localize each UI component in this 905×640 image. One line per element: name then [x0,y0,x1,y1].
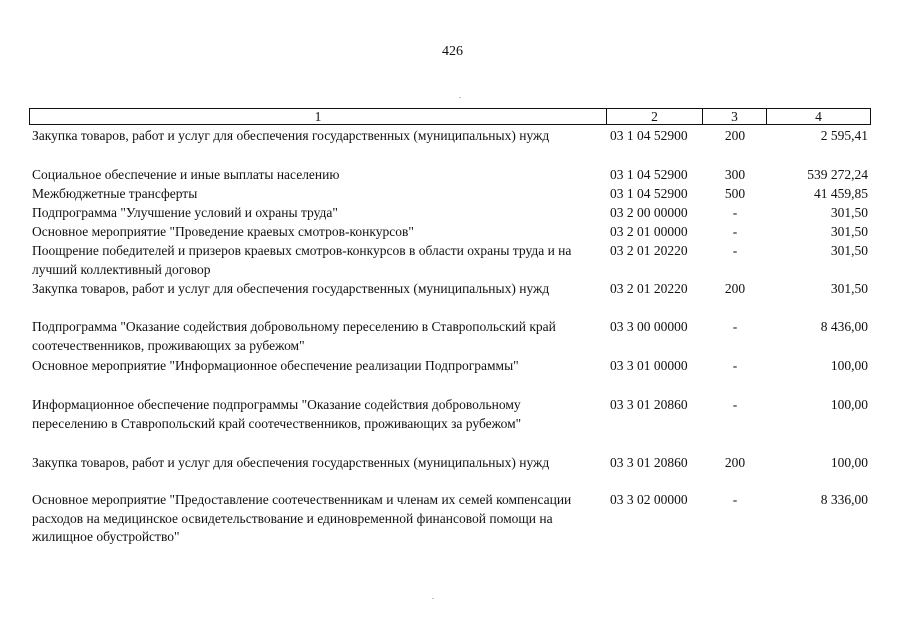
scan-speck [459,97,461,98]
row-vr: - [732,224,738,239]
header-col-1: 1 [30,109,607,124]
row-vr: 500 [724,186,746,201]
row-amount: 100,00 [830,397,868,412]
row-amount: 301,50 [830,281,868,296]
row-code: 03 2 01 20220 [610,243,688,258]
row-code: 03 1 04 52900 [610,167,688,182]
row-amount: 301,50 [830,205,868,220]
row-amount: 100,00 [830,358,868,373]
row-name: Информационное обеспечение подпрограммы "Оказание содействия добровольному переселению в Ставропольский край соотечественников, проживающих за рубежом" [32,397,522,431]
page-number: 426 [442,44,463,59]
row-vr: 200 [724,281,746,296]
row-name: Закупка товаров, работ и услуг для обеспечения государственных (муниципальных) нужд [32,281,550,296]
row-vr: - [732,205,738,220]
row-code: 03 3 00 00000 [610,319,688,334]
row-code: 03 3 02 00000 [610,492,688,507]
row-amount: 8 336,00 [820,492,868,507]
row-code: 03 2 01 00000 [610,224,688,239]
row-name: Социальное обеспечение и иные выплаты населению [32,167,340,182]
row-name: Поощрение победителей и призеров краевых смотров-конкурсов в области охраны труда и на лучший коллективный договор [32,243,572,277]
row-name: Закупка товаров, работ и услуг для обеспечения государственных (муниципальных) нужд [32,128,550,143]
row-amount: 539 272,24 [807,167,868,182]
row-code: 03 3 01 00000 [610,358,688,373]
row-vr: - [732,358,738,373]
row-amount: 301,50 [830,224,868,239]
row-name: Подпрограмма "Оказание содействия добровольному переселению в Ставропольский край соотечественников, проживающих за рубежом" [32,319,556,353]
row-name: Основное мероприятие "Проведение краевых смотров-конкурсов" [32,224,414,239]
table-header [29,108,871,125]
header-col-2: 2 [607,109,703,124]
row-vr: 200 [724,455,746,470]
row-code: 03 3 01 20860 [610,455,688,470]
row-amount: 100,00 [830,455,868,470]
row-code: 03 1 04 52900 [610,128,688,143]
row-code: 03 3 01 20860 [610,397,688,412]
row-amount: 41 459,85 [814,186,868,201]
row-vr: - [732,397,738,412]
row-code: 03 2 01 20220 [610,281,688,296]
row-name: Межбюджетные трансферты [32,186,198,201]
row-name: Основное мероприятие "Информационное обеспечение реализации Подпрограммы" [32,358,519,373]
row-code: 03 1 04 52900 [610,186,688,201]
scan-speck [432,598,434,599]
row-name: Закупка товаров, работ и услуг для обеспечения государственных (муниципальных) нужд [32,455,550,470]
row-vr: - [732,492,738,507]
header-col-4: 4 [815,109,822,124]
header-col-3: 3 [703,109,767,124]
row-amount: 2 595,41 [820,128,868,143]
row-amount: 8 436,00 [820,319,868,334]
row-amount: 301,50 [830,243,868,258]
row-vr: - [732,319,738,334]
row-name: Подпрограмма "Улучшение условий и охраны труда" [32,205,338,220]
row-name: Основное мероприятие "Предоставление соотечественникам и членам их семей компенсации расходов на медицинское освидетельствование и единовременной финансовой помощи на жилищное обустройство" [32,492,572,544]
row-vr: 200 [724,128,746,143]
row-vr: 300 [724,167,746,182]
row-vr: - [732,243,738,258]
row-code: 03 2 00 00000 [610,205,688,220]
